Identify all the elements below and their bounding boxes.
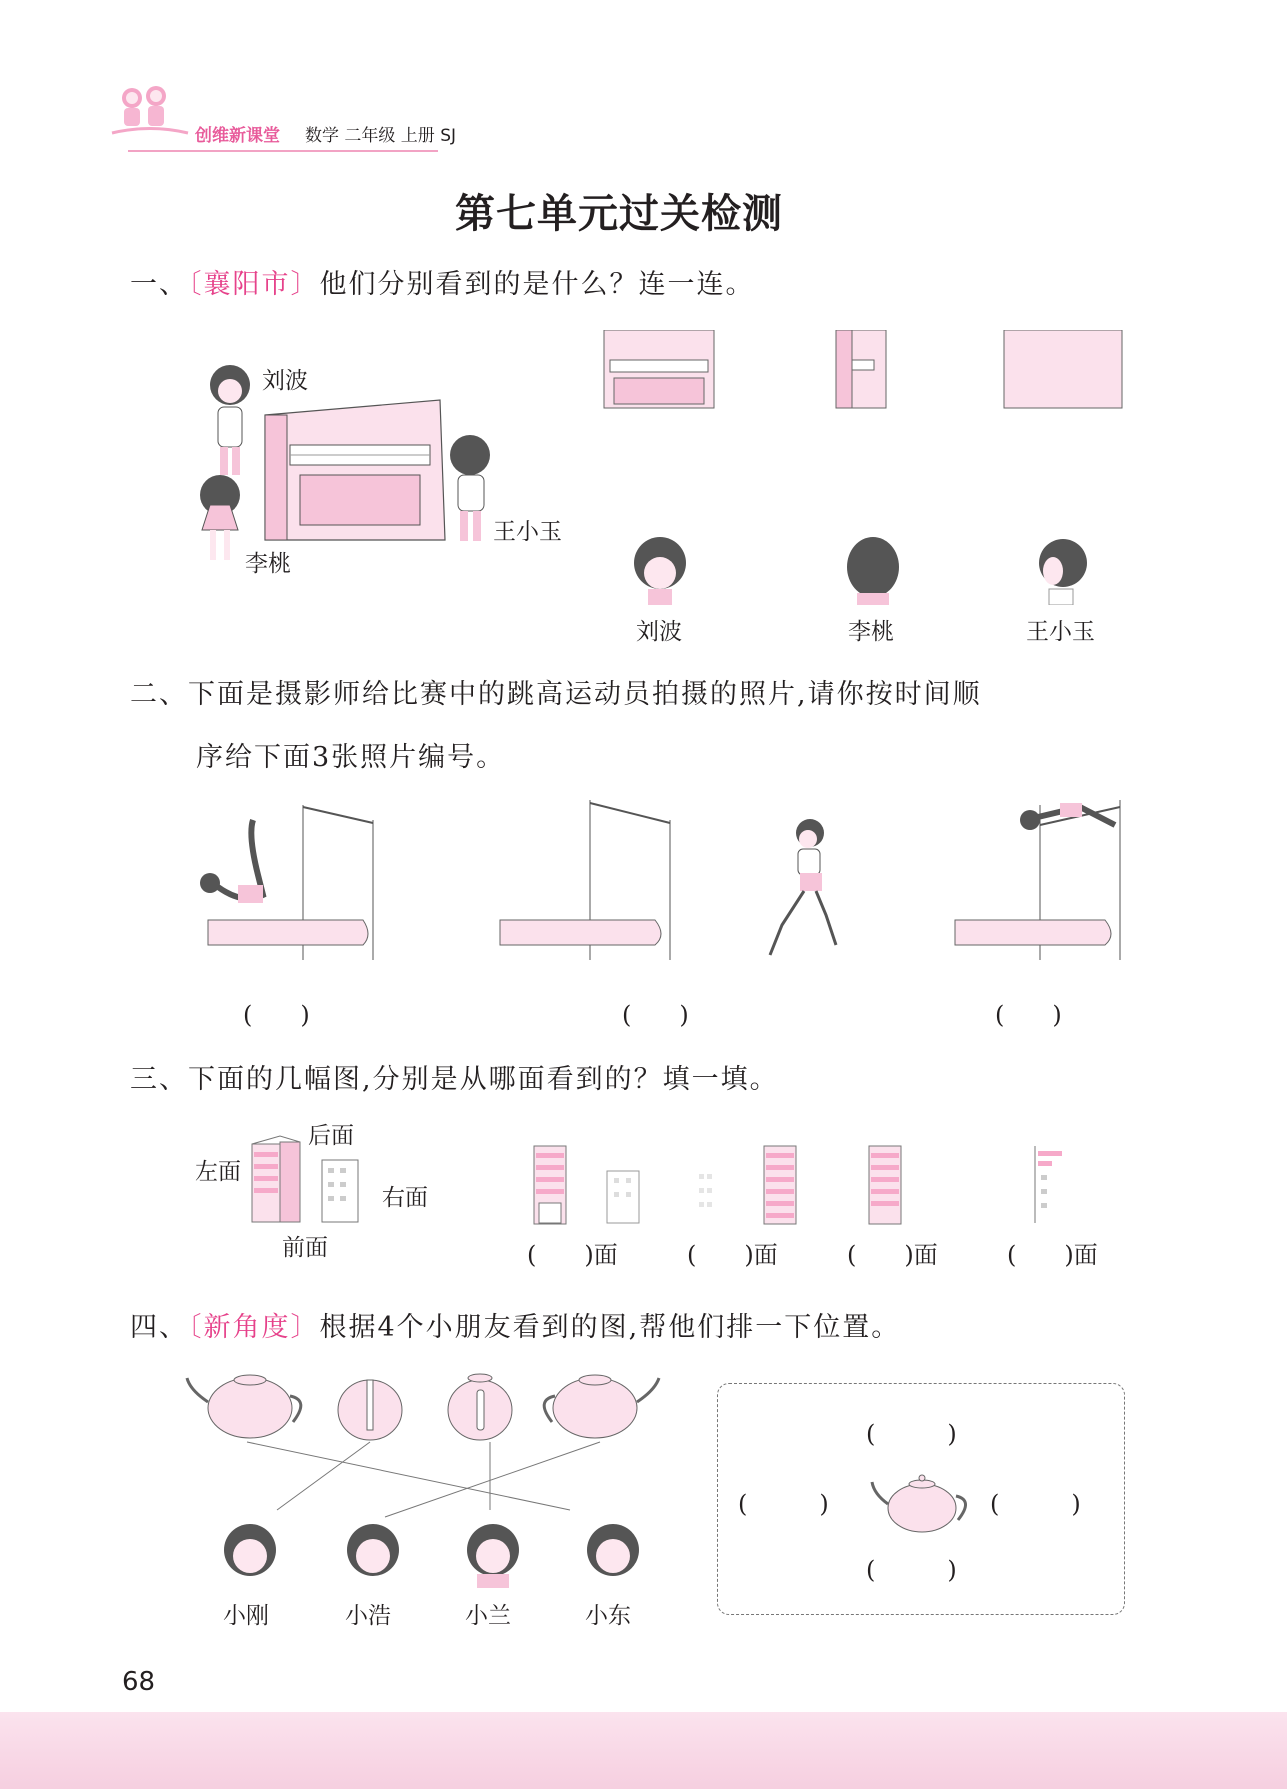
- q1-bottom-label-wangxiaoyu: 王小玉: [1026, 619, 1095, 645]
- q3-answer-4[interactable]: ( )面: [1007, 1241, 1098, 1269]
- high-jump-running-icon: [760, 815, 840, 965]
- q4-tag: 〔新角度〕: [188, 1312, 320, 1343]
- q4-blank-bottom[interactable]: ( ): [866, 1556, 957, 1584]
- q2-blank-2[interactable]: ( ): [622, 1001, 689, 1029]
- q1-bottom-label-litao: 李桃: [848, 619, 894, 645]
- q1-scene-label-wangxiaoyu: 王小玉: [493, 519, 562, 545]
- high-jump-bar-icon: [495, 795, 685, 965]
- piano-back-view-icon: [1002, 330, 1126, 410]
- teapot-icon: [870, 1468, 975, 1538]
- q2-heading-line1: 二、下面是摄影师给比赛中的跳高运动员拍摄的照片,请你按时间顺: [130, 679, 982, 710]
- piano-scene-icon: [190, 355, 510, 585]
- q4-kid-label-2: 小浩: [345, 1603, 391, 1629]
- q1-head-wangxiaoyu: [1033, 535, 1093, 605]
- q3-answer-3[interactable]: ( )面: [847, 1241, 938, 1269]
- q4-heading: [130, 1305, 900, 1344]
- building-back-view-icon: [763, 1145, 798, 1225]
- q4-blank-top[interactable]: ( ): [866, 1420, 957, 1448]
- teapot-views-icon: [185, 1360, 665, 1590]
- q3-label-right: 右面: [382, 1185, 428, 1211]
- bottom-decorative-band: [0, 1712, 1287, 1789]
- header-brand: 创维新课堂: [195, 126, 280, 146]
- high-jump-over-bar-icon: [950, 795, 1135, 965]
- q2-photo-bar-only: [495, 795, 685, 965]
- q3-label-front: 前面: [282, 1235, 328, 1261]
- girl-head-back-icon: [843, 535, 903, 605]
- q3-view-2: [606, 1170, 641, 1225]
- q2-photo-2: [760, 815, 840, 965]
- q2-blank-3[interactable]: ( ): [995, 1001, 1062, 1029]
- mascot-kids-icon: [110, 78, 190, 140]
- q1-head-litao: [843, 535, 903, 605]
- header-mascot: [110, 78, 190, 140]
- q3-answer-2[interactable]: ( )面: [687, 1241, 778, 1269]
- q2-heading-line2: 序给下面3张照片编号。: [196, 742, 506, 773]
- q4-kid-label-4: 小东: [585, 1603, 631, 1629]
- q1-bottom-label-liubo: 刘波: [636, 619, 682, 645]
- q3-label-back: 后面: [308, 1123, 354, 1149]
- high-jump-landing-icon: [188, 795, 388, 965]
- q1-tag: 〔襄阳市〕: [188, 269, 320, 300]
- q3-view-1: [533, 1145, 568, 1225]
- q4-blank-right[interactable]: ( ): [990, 1490, 1081, 1518]
- q1-scene-illustration: [190, 355, 510, 585]
- piano-front-view-icon: [598, 330, 720, 410]
- q3-view-5: [868, 1145, 903, 1225]
- q3-label-left: 左面: [195, 1159, 241, 1185]
- q1-scene-label-litao: 李桃: [245, 551, 291, 577]
- q4-kid-label-3: 小兰: [465, 1603, 511, 1629]
- page-number: 68: [122, 1667, 156, 1697]
- building-right-view-icon: [868, 1145, 903, 1225]
- header-rule: [128, 150, 438, 152]
- q3-answer-1[interactable]: ( )面: [527, 1241, 618, 1269]
- page-title: 第七单元过关检测: [455, 191, 783, 237]
- building-side-view-icon: [695, 1170, 720, 1225]
- header-subject: 数学 二年级 上册 SJ: [305, 126, 457, 146]
- q2-photo-1: [188, 795, 388, 965]
- q1-heading: [130, 262, 755, 301]
- q4-center-teapot: [870, 1468, 975, 1538]
- q3-view-3: [695, 1170, 720, 1225]
- q2-photo-3: [950, 795, 1135, 965]
- q1-text: 他们分别看到的是什么？连一连。: [319, 269, 755, 300]
- q4-text: 根据4个小朋友看到的图,帮他们排一下位置。: [319, 1312, 901, 1343]
- q4-kid-label-1: 小刚: [223, 1603, 269, 1629]
- q3-view-4: [763, 1145, 798, 1225]
- q4-blank-left[interactable]: ( ): [738, 1490, 829, 1518]
- q3-heading: 三、下面的几幅图,分别是从哪面看到的？填一填。: [130, 1064, 779, 1095]
- boy-head-icon: [630, 535, 690, 605]
- q2-blank-1[interactable]: ( ): [243, 1001, 310, 1029]
- q4-prefix: 四、: [130, 1312, 188, 1343]
- building-top-view-icon: [1033, 1145, 1068, 1225]
- q3-view-6: [1033, 1145, 1068, 1225]
- piano-side-view-icon: [834, 330, 894, 410]
- building-front-view-icon: [533, 1145, 568, 1225]
- q1-view-front: [598, 330, 720, 410]
- q1-scene-label-liubo: 刘波: [262, 368, 308, 394]
- girl-head-side-icon: [1033, 535, 1093, 605]
- q4-teapot-views: [185, 1360, 665, 1590]
- q1-head-liubo: [630, 535, 690, 605]
- q1-view-back: [1002, 330, 1126, 410]
- building-small-view-icon: [606, 1170, 641, 1225]
- q1-view-side: [834, 330, 894, 410]
- q1-prefix: 一、: [130, 269, 188, 300]
